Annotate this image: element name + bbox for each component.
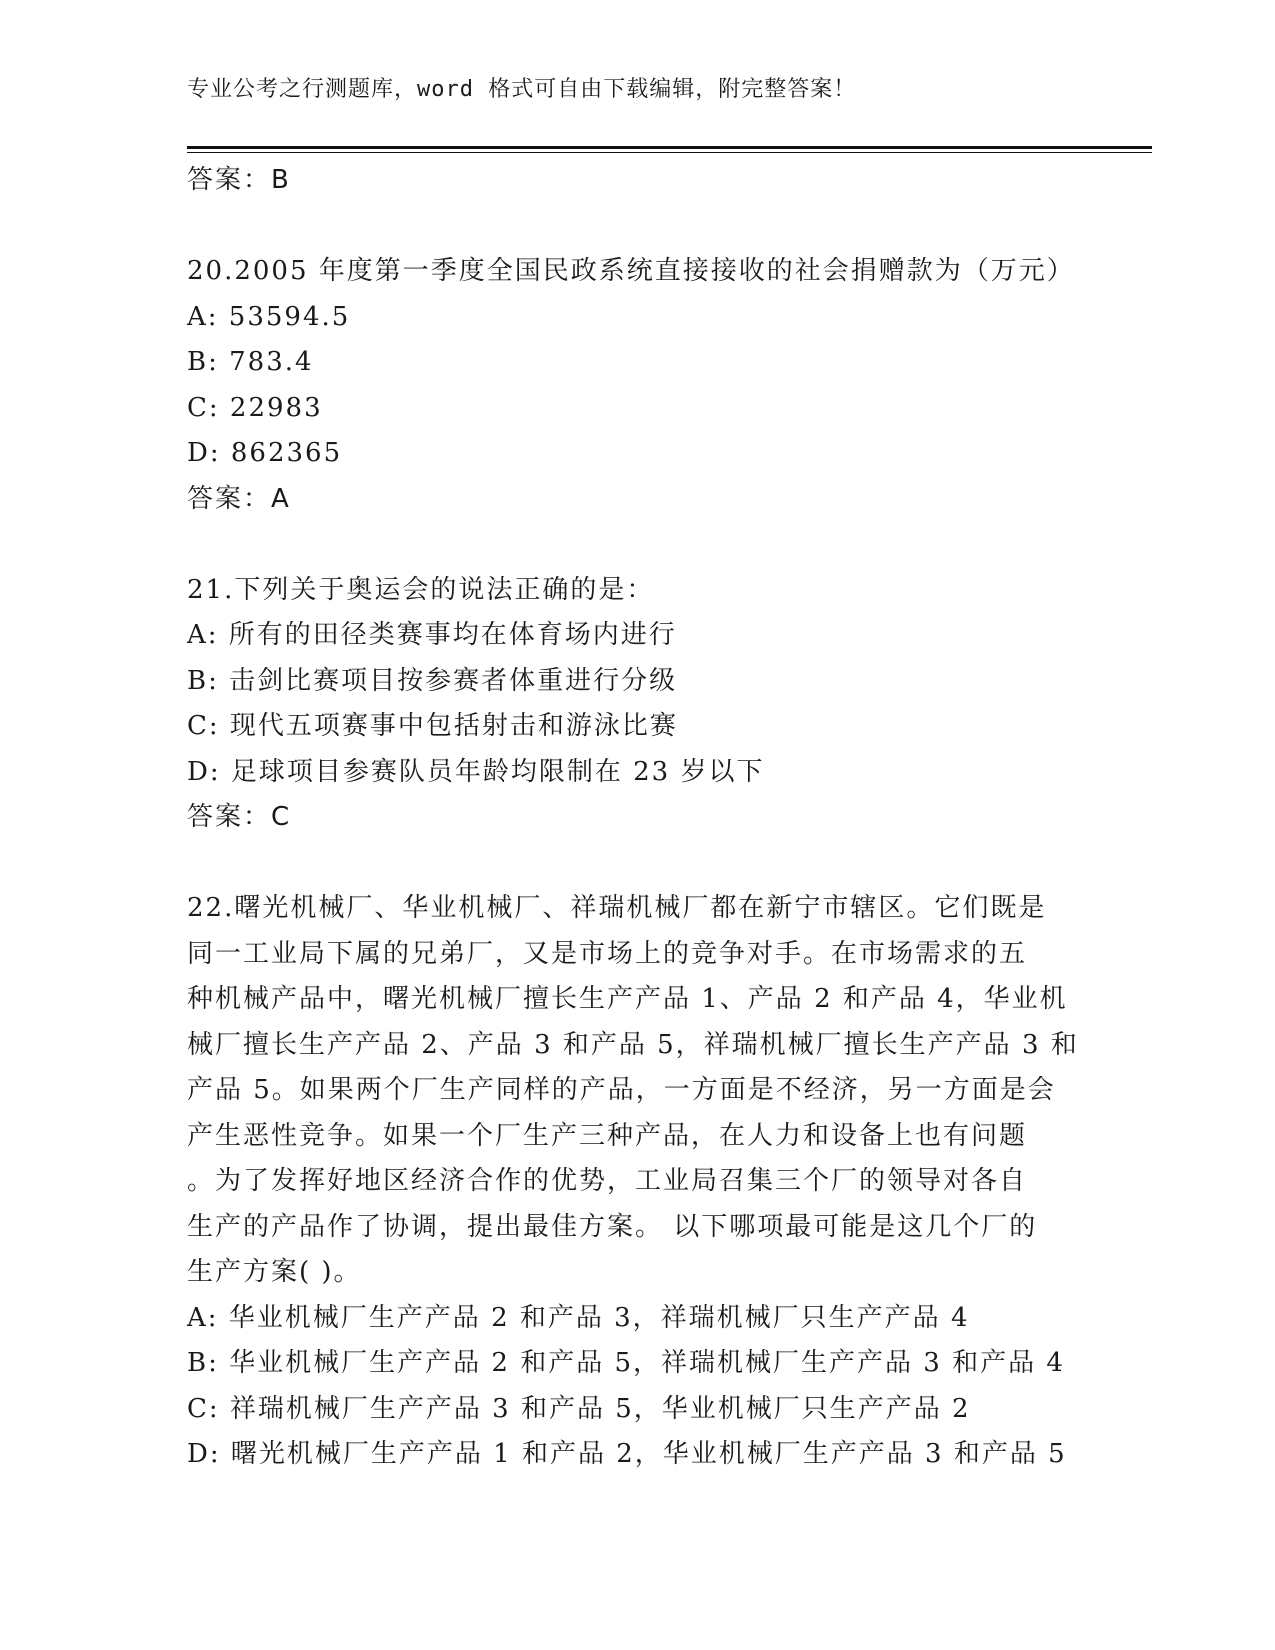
question-stem-line: 产品 5。如果两个厂生产同样的产品，一方面是不经济，另一方面是会 <box>187 1075 1056 1105</box>
option-b: B: 783.4 <box>187 347 314 377</box>
option-a: A: 所有的田径类赛事均在体育场内进行 <box>187 620 677 650</box>
question-stem-line: 种机械产品中，曙光机械厂擅长生产产品 1、产品 2 和产品 4，华业机 <box>187 984 1068 1014</box>
question-22 <box>187 886 1087 1478</box>
option-d: D: 足球项目参赛队员年龄均限制在 23 岁以下 <box>187 756 765 787</box>
header-rule-thick <box>187 146 1152 149</box>
question-stem-line: 22.曙光机械厂、华业机械厂、祥瑞机械厂都在新宁市辖区。它们既是 <box>187 893 1047 923</box>
document-body <box>187 158 1087 1478</box>
question-stem-line: 产生恶性竞争。如果一个厂生产三种产品，在人力和设备上也有问题 <box>187 1120 1028 1151</box>
question-stem: 20.2005 年度第一季度全国民政系统直接接收的社会捐赠款为（万元） <box>187 256 1075 286</box>
page-header: 专业公考之行测题库，word 格式可自由下载编辑，附完整答案！ <box>187 77 857 102</box>
question-stem-line: 生产方案( )。 <box>187 1257 362 1287</box>
option-c: C: 22983 <box>187 392 323 423</box>
option-c: C: 现代五项赛事中包括射击和游泳比赛 <box>187 711 678 741</box>
question-20 <box>187 249 1087 522</box>
option-a: A: 53594.5 <box>187 301 351 332</box>
blank-line <box>187 841 1087 887</box>
answer-line: 答案：C <box>187 802 292 832</box>
answer-line: 答案：B <box>187 165 291 195</box>
option-c: C: 祥瑞机械厂生产产品 3 和产品 5，华业机械厂只生产产品 2 <box>187 1393 971 1424</box>
option-b: B: 击剑比赛项目按参赛者体重进行分级 <box>187 665 678 696</box>
option-d: D: 862365 <box>187 438 343 468</box>
option-a: A: 华业机械厂生产产品 2 和产品 3，祥瑞机械厂只生产产品 4 <box>187 1302 970 1333</box>
answer-line: 答案：A <box>187 483 291 514</box>
option-d: D: 曙光机械厂生产产品 1 和产品 2，华业机械厂生产产品 3 和产品 5 <box>187 1439 1067 1469</box>
question-stem-line: 同一工业局下属的兄弟厂，又是市场上的竞争对手。在市场需求的五 <box>187 938 1028 969</box>
question-stem-line: 械厂擅长生产产品 2、产品 3 和产品 5，祥瑞机械厂擅长生产产品 3 和 <box>187 1029 1079 1060</box>
blank-line <box>187 204 1087 250</box>
question-stem-line: 生产的产品作了协调，提出最佳方案。 以下哪项最可能是这几个厂的 <box>187 1211 1038 1242</box>
question-stem: 21.下列关于奥运会的说法正确的是： <box>187 574 655 605</box>
option-b: B: 华业机械厂生产产品 2 和产品 5，祥瑞机械厂生产产品 3 和产品 4 <box>187 1348 1065 1378</box>
question-21 <box>187 568 1087 841</box>
question-stem-line: 。为了发挥好地区经济合作的优势，工业局召集三个厂的领导对各自 <box>187 1166 1028 1196</box>
header-rule-thin <box>187 152 1152 153</box>
blank-line <box>187 522 1087 568</box>
